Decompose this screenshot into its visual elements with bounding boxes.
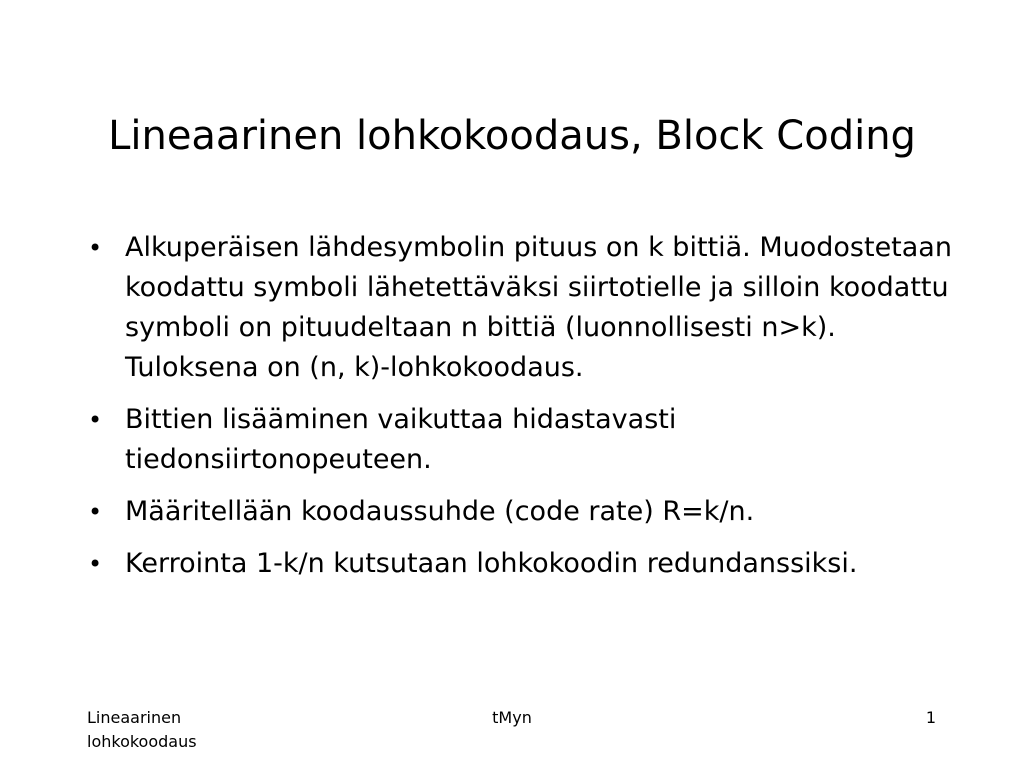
bullet-marker: • — [88, 234, 103, 262]
bullet-text: Kerrointa 1-k/n kutsutaan lohkokoodin redundanssiksi. — [125, 548, 858, 579]
bullet-text: Määritellään koodaussuhde (code rate) R=k/n. — [125, 496, 755, 527]
bullet-item — [88, 544, 958, 584]
bullet-marker: • — [88, 498, 103, 526]
bullet-list — [88, 228, 958, 596]
bullet-item — [88, 228, 958, 388]
bullet-text: Bittien lisääminen vaikuttaa hidastavasti tiedonsiirtonopeuteen. — [125, 404, 677, 475]
page-number: 1 — [925, 708, 936, 727]
bullet-item — [88, 492, 958, 532]
bullet-item — [88, 400, 958, 480]
slide-title: Lineaarinen lohkokoodaus, Block Coding — [108, 113, 916, 159]
footer-title: Lineaarinen lohkokoodaus — [87, 708, 197, 751]
bullet-marker: • — [88, 406, 103, 434]
bullet-text: Alkuperäisen lähdesymbolin pituus on k bittiä. Muodostetaan koodattu symboli lähetettäväksi siirtotielle ja silloin koodattu symboli on pituudeltaan n bittiä (luonnollisesti n>k). Tuloksena on (n, k)-lohkokoodaus. — [125, 232, 952, 383]
bullet-marker: • — [88, 550, 103, 578]
footer-author: tMyn — [492, 708, 532, 727]
